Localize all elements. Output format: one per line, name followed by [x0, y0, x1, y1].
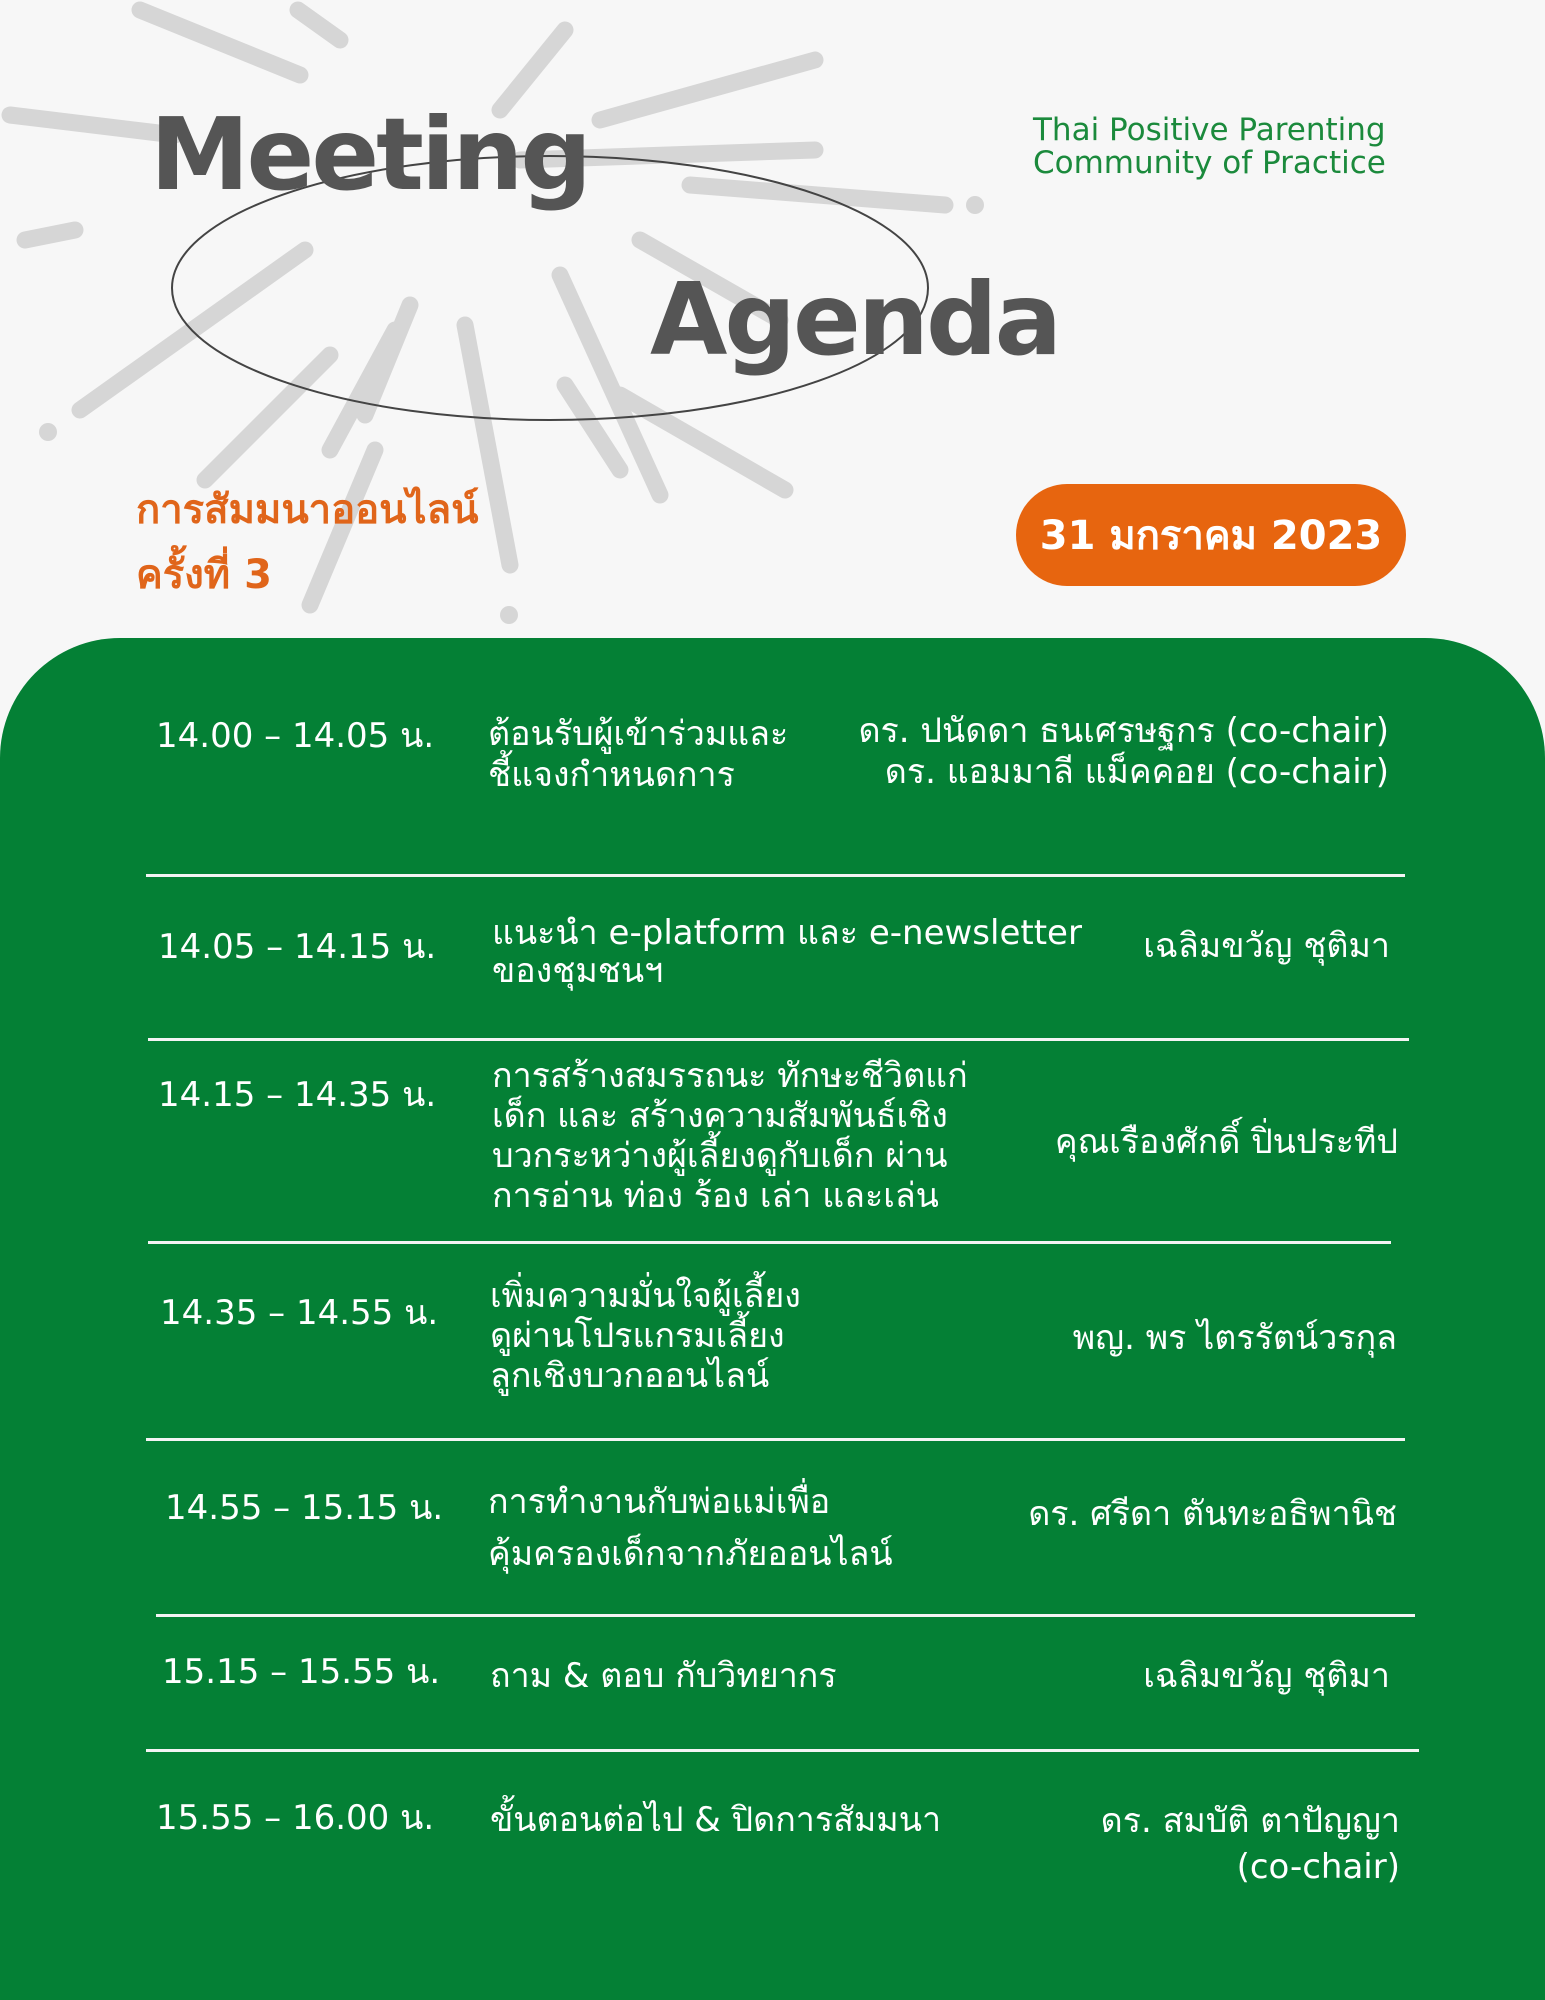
agenda-speaker: [1143, 926, 1390, 967]
speaker-line: ดร. ปนัดดา ธนเศรษฐกร (co-chair): [858, 711, 1389, 751]
agenda-topic: [490, 1800, 941, 1841]
speaker-line: เฉลิมขวัญ ชุติมา: [1143, 926, 1390, 966]
agenda-speaker: [858, 711, 1389, 793]
org-name-line1: Thai Positive Parenting: [1033, 112, 1386, 148]
topic-line: ของชุมชนฯ: [492, 951, 664, 991]
speaker-line: ดร. สมบัติ ตาปัญญา: [1100, 1801, 1400, 1841]
ray: [298, 10, 340, 40]
speaker-line: (co-chair): [1236, 1847, 1400, 1887]
agenda-topic: [488, 714, 788, 796]
seminar-number: ครั้งที่ 3: [136, 552, 272, 598]
agenda-time: 14.00 – 14.05 น.: [156, 716, 435, 756]
topic-line: เพิ่มความมั่นใจผู้เลี้ยง: [490, 1276, 801, 1316]
topic-line: การสร้างสมรรถนะ ทักษะชีวิตแก่: [492, 1056, 968, 1096]
agenda-speaker: [1101, 1798, 1400, 1890]
row-divider: [148, 1038, 1409, 1041]
row-divider: [148, 1241, 1391, 1244]
speaker-line: ดร. ศรีดา ตันทะอธิพานิช: [1028, 1494, 1397, 1534]
agenda-time: 15.15 – 15.55 น.: [162, 1652, 441, 1692]
dot: [966, 196, 984, 214]
topic-line: ขั้นตอนต่อไป & ปิดการสัมมนา: [490, 1800, 942, 1840]
row-divider: [156, 1614, 1415, 1617]
ray: [25, 230, 75, 240]
dot: [500, 606, 518, 624]
topic-line: การอ่าน ท่อง ร้อง เล่า และเล่น: [492, 1176, 939, 1216]
ray: [600, 60, 815, 120]
agenda-speaker: [1143, 1656, 1390, 1697]
speaker-line: คุณเรืองศักดิ์ ปิ่นประทีป: [1054, 1122, 1398, 1162]
date-badge: 31 มกราคม 2023: [1016, 484, 1406, 586]
dot: [39, 423, 57, 441]
row-divider: [146, 1749, 1419, 1752]
agenda-time: 14.55 – 15.15 น.: [165, 1488, 444, 1528]
agenda-topic: [490, 1276, 801, 1396]
agenda-panel: [0, 638, 1545, 2000]
agenda-speaker: [1028, 1494, 1397, 1535]
ray: [205, 355, 330, 480]
topic-line: ต้อนรับผู้เข้าร่วมและ: [488, 714, 789, 754]
agenda-time: 15.55 – 16.00 น.: [156, 1798, 435, 1838]
topic-line: ชี้แจงกำหนดการ: [488, 755, 735, 795]
topic-line: ลูกเชิงบวกออนไลน์: [490, 1356, 770, 1396]
speaker-line: พญ. พร ไตรรัตน์วรกุล: [1072, 1318, 1397, 1358]
topic-line: แนะนำ e-platform และ e-newsletter: [492, 913, 1082, 953]
speaker-line: ดร. แอมมาลี แม็คคอย (co-chair): [884, 752, 1389, 792]
row-divider: [146, 874, 1405, 877]
topic-line: บวกระหว่างผู้เลี้ยงดูกับเด็ก ผ่าน: [492, 1136, 948, 1176]
agenda-topic: [492, 914, 1082, 990]
topic-line: ดูผ่านโปรแกรมเลี้ยง: [490, 1316, 785, 1356]
agenda-time: 14.35 – 14.55 น.: [160, 1293, 439, 1333]
agenda-time: 14.05 – 14.15 น.: [158, 927, 437, 967]
agenda-time: 14.15 – 14.35 น.: [158, 1075, 437, 1115]
speaker-line: เฉลิมขวัญ ชุติมา: [1143, 1656, 1390, 1696]
ray: [140, 10, 300, 75]
row-divider: [146, 1438, 1405, 1441]
agenda-speaker: [1073, 1318, 1397, 1359]
agenda-topic: [488, 1476, 893, 1580]
topic-line: การทำงานกับพ่อแม่เพื่อ: [488, 1482, 831, 1522]
agenda-speaker: [1055, 1122, 1398, 1163]
agenda-topic: [492, 1056, 968, 1216]
topic-line: คุ้มครองเด็กจากภัยออนไลน์: [488, 1534, 893, 1574]
title-agenda: Agenda: [650, 261, 1060, 378]
topic-line: ถาม & ตอบ กับวิทยากร: [490, 1656, 837, 1696]
seminar-title: การสัมมนาออนไลน์: [136, 487, 479, 533]
org-name-line2: Community of Practice: [1033, 145, 1386, 181]
agenda-topic: [490, 1656, 837, 1697]
title-meeting: Meeting: [150, 96, 590, 213]
topic-line: เด็ก และ สร้างความสัมพันธ์เชิง: [492, 1096, 948, 1136]
